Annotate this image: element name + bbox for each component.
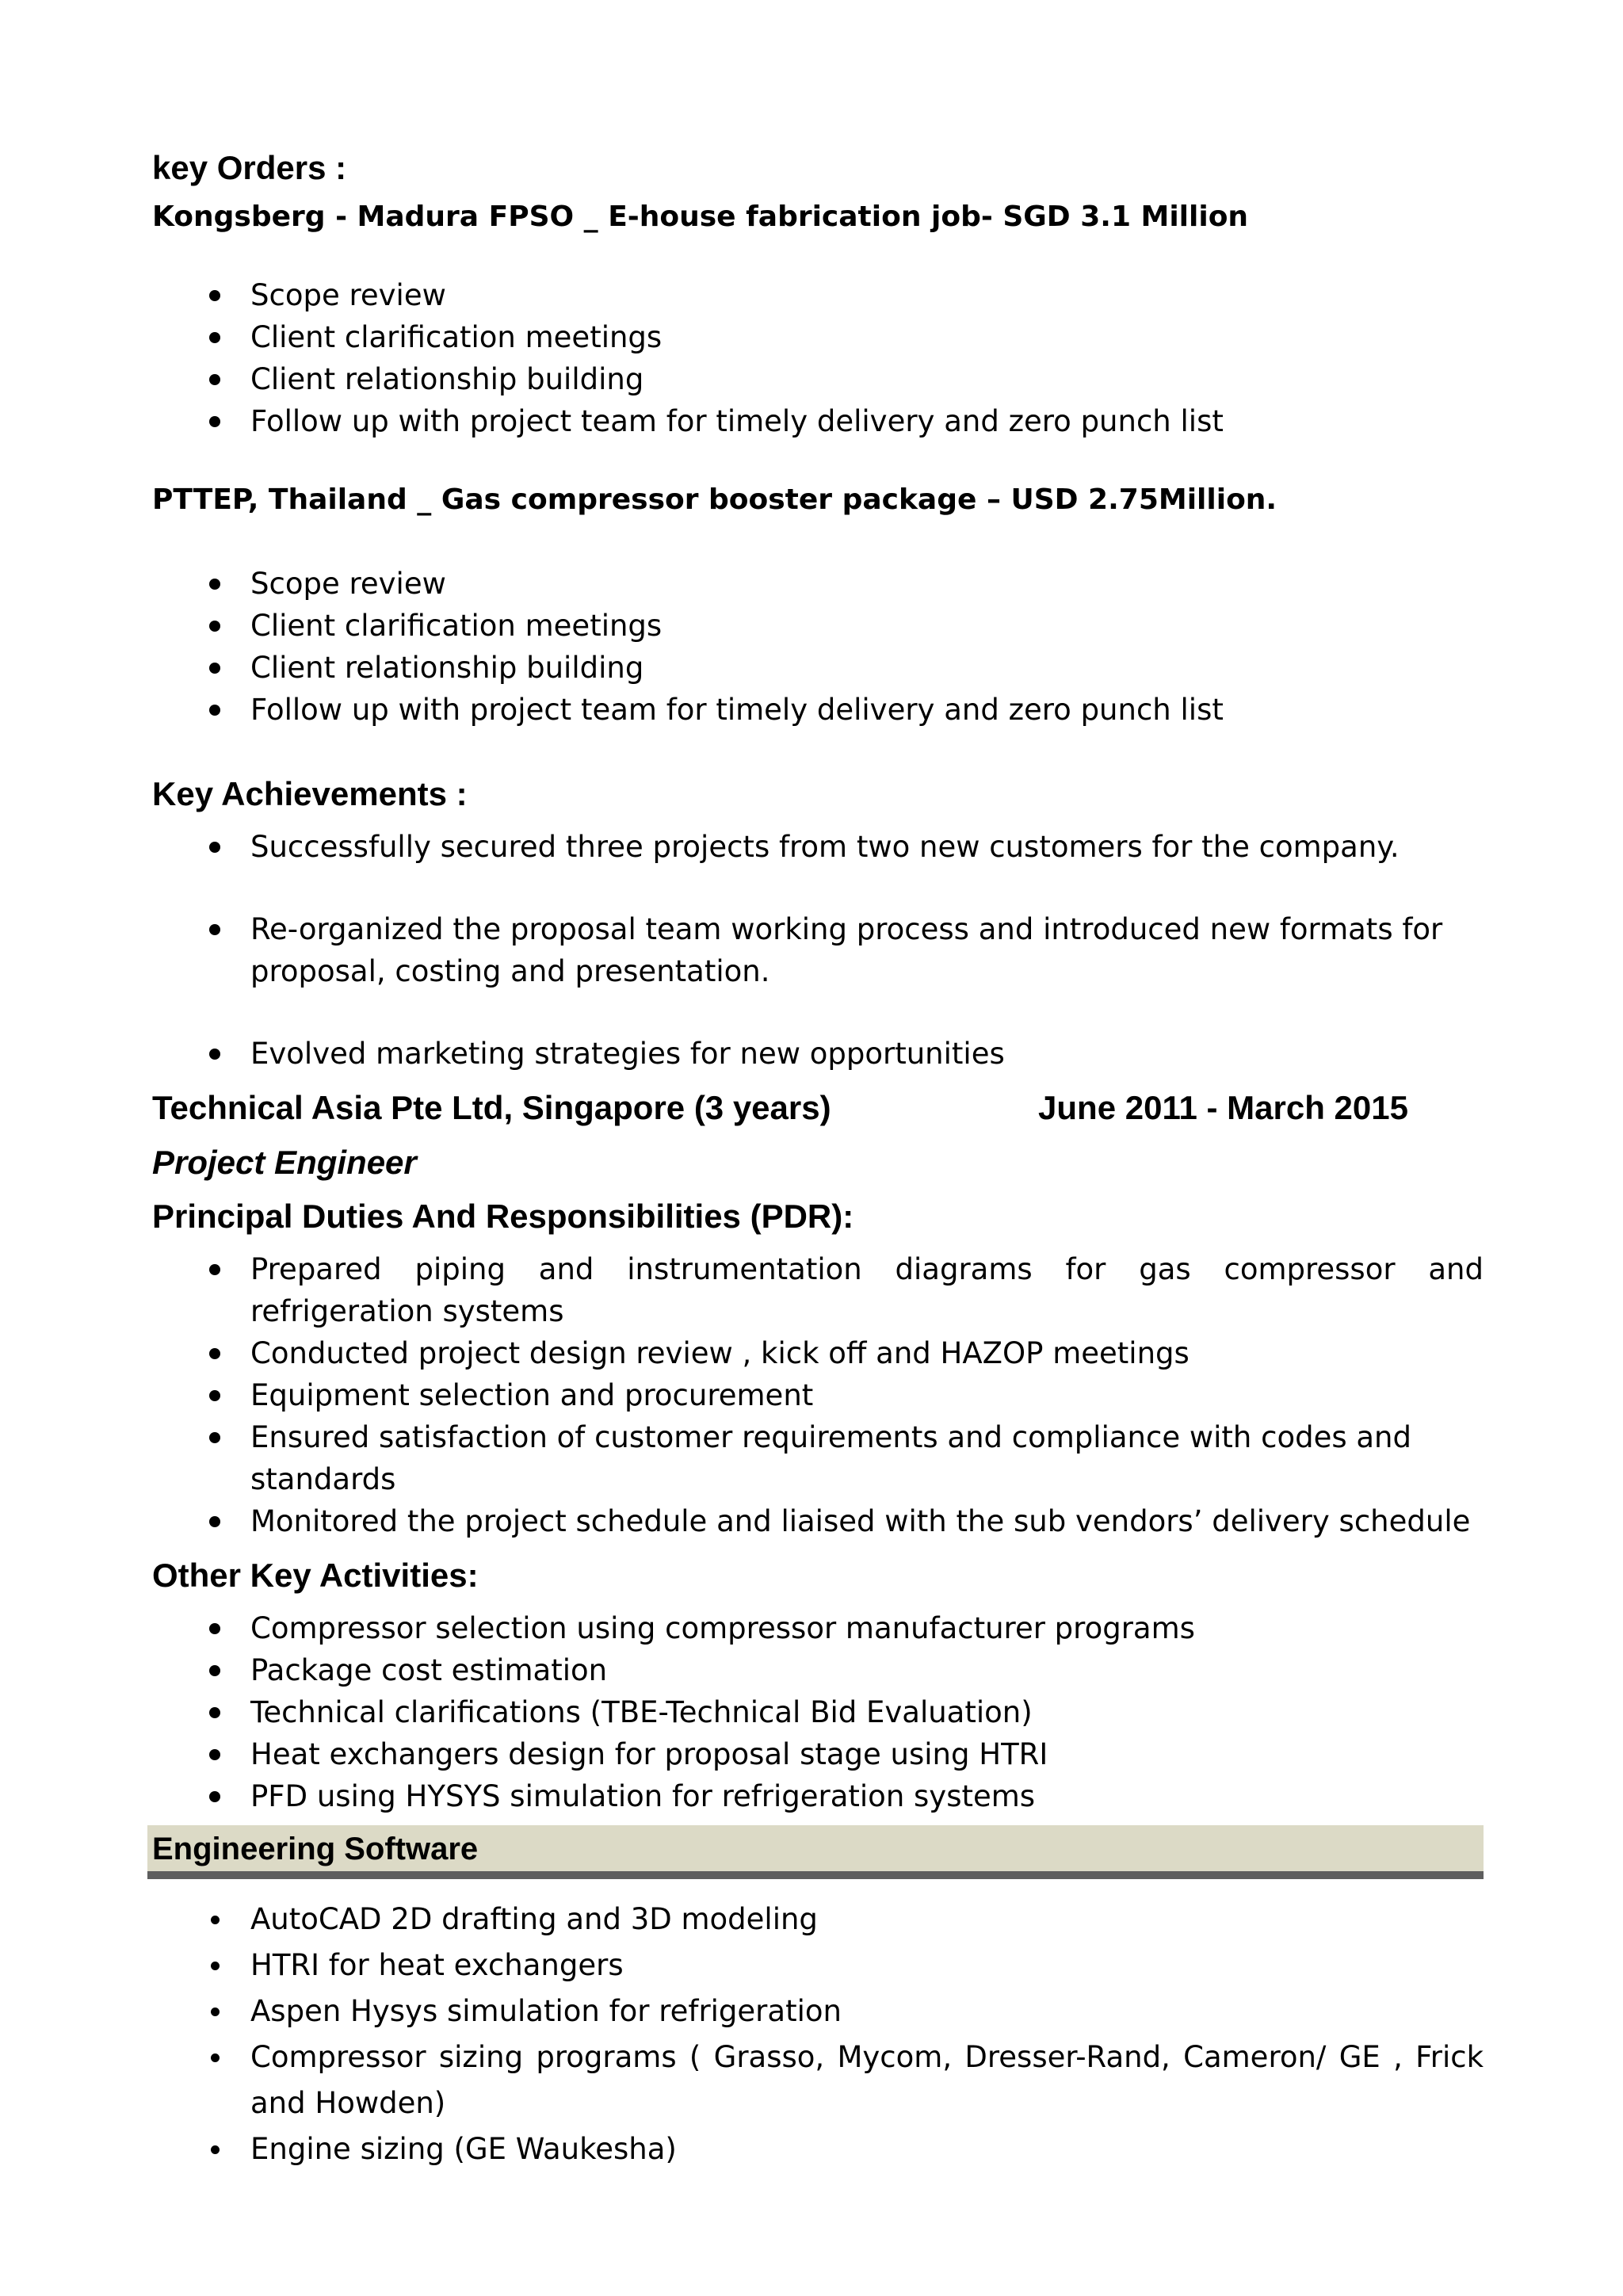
bullet-icon [209,1390,220,1401]
pdr-list [152,1248,1484,1542]
order-title-pttep: PTTEP, Thailand _ Gas compressor booster package – USD 2.75Million. [152,483,1277,516]
list-item: Equipment selection and procurement [152,1374,1484,1416]
bullet-icon [209,842,220,853]
bullet-icon [211,2145,220,2154]
bullet-icon [209,1264,220,1275]
list-item: Heat exchangers design for proposal stage using HTRI [152,1733,1484,1775]
job-header [152,1086,1408,1130]
list-item: AutoCAD 2D drafting and 3D modeling [152,1897,1484,1943]
list-item: Compressor sizing programs ( Grasso, Mycom, Dresser-Rand, Cameron/ GE , Frick and Howden) [152,2034,1484,2126]
bullet-icon [209,1791,220,1802]
bullet-icon [209,416,220,427]
list-item: Evolved marketing strategies for new opportunities [152,1033,1484,1075]
company-name: Technical Asia Pte Ltd, Singapore (3 years) [152,1089,831,1126]
job-role: Project Engineer [152,1144,417,1181]
resume-content [152,146,1484,2172]
list-item: Aspen Hysys simulation for refrigeration [152,1988,1484,2034]
list-item: Ensured satisfaction of customer requirements and compliance with codes and standards [152,1416,1484,1500]
list-item: Client clarification meetings [152,605,1484,647]
bullet-icon [209,663,220,674]
list-item: Client clarification meetings [152,316,1484,358]
list-item: PFD using HYSYS simulation for refrigeration systems [152,1775,1484,1817]
order-title-kongsberg: Kongsberg - Madura FPSO _ E-house fabrication job- SGD 3.1 Million [152,201,1249,233]
list-item: Client relationship building [152,647,1484,689]
list-item: Re-organized the proposal team working process and introduced new formats for proposal, costing and presentation. [152,908,1484,992]
bullet-icon [209,1749,220,1760]
software-heading: Engineering Software [152,1832,479,1866]
order-kongsberg-list [152,274,1484,442]
key-orders-heading: key Orders : [152,149,347,186]
other-activities-list [152,1607,1484,1817]
bullet-icon [209,579,220,590]
bullet-icon [211,2053,220,2062]
bullet-icon [209,374,220,385]
bullet-icon [209,1432,220,1443]
list-item: Scope review [152,274,1484,316]
software-divider [147,1871,1484,1879]
other-activities-heading: Other Key Activities: [152,1557,479,1594]
bullet-icon [209,1623,220,1634]
list-item: Compressor selection using compressor manufacturer programs [152,1607,1484,1649]
bullet-icon [209,332,220,343]
bullet-icon [211,1916,220,1924]
bullet-icon [209,705,220,716]
list-item: Scope review [152,563,1484,605]
software-list [152,1897,1484,2172]
list-item: Package cost estimation [152,1649,1484,1691]
list-item: Follow up with project team for timely delivery and zero punch list [152,689,1484,731]
job-dates: June 2011 - March 2015 [1038,1089,1408,1126]
bullet-icon [209,290,220,301]
bullet-icon [209,1665,220,1676]
pdr-heading: Principal Duties And Responsibilities (PDR): [152,1198,854,1235]
list-item: Monitored the project schedule and liaised with the sub vendors’ delivery schedule [152,1500,1484,1542]
bullet-icon [209,1516,220,1527]
list-item: Engine sizing (GE Waukesha) [152,2126,1484,2172]
bullet-icon [211,1962,220,1970]
list-item: Client relationship building [152,358,1484,400]
bullet-icon [209,1049,220,1060]
bullet-icon [211,2008,220,2016]
list-item: HTRI for heat exchangers [152,1943,1484,1988]
list-item: Successfully secured three projects from two new customers for the company. [152,826,1484,868]
list-item: Follow up with project team for timely delivery and zero punch list [152,400,1484,442]
software-banner [147,1825,1484,1871]
bullet-icon [209,924,220,935]
list-item: Conducted project design review , kick off and HAZOP meetings [152,1332,1484,1374]
key-achievements-heading: Key Achievements : [152,775,468,812]
achievements-list [152,826,1484,1075]
bullet-icon [209,1707,220,1718]
list-item: Prepared piping and instrumentation diagrams for gas compressor and refrigeration systems [152,1248,1484,1332]
order-pttep-list [152,563,1484,731]
bullet-icon [209,1348,220,1359]
list-item: Technical clarifications (TBE-Technical Bid Evaluation) [152,1691,1484,1733]
bullet-icon [209,621,220,632]
